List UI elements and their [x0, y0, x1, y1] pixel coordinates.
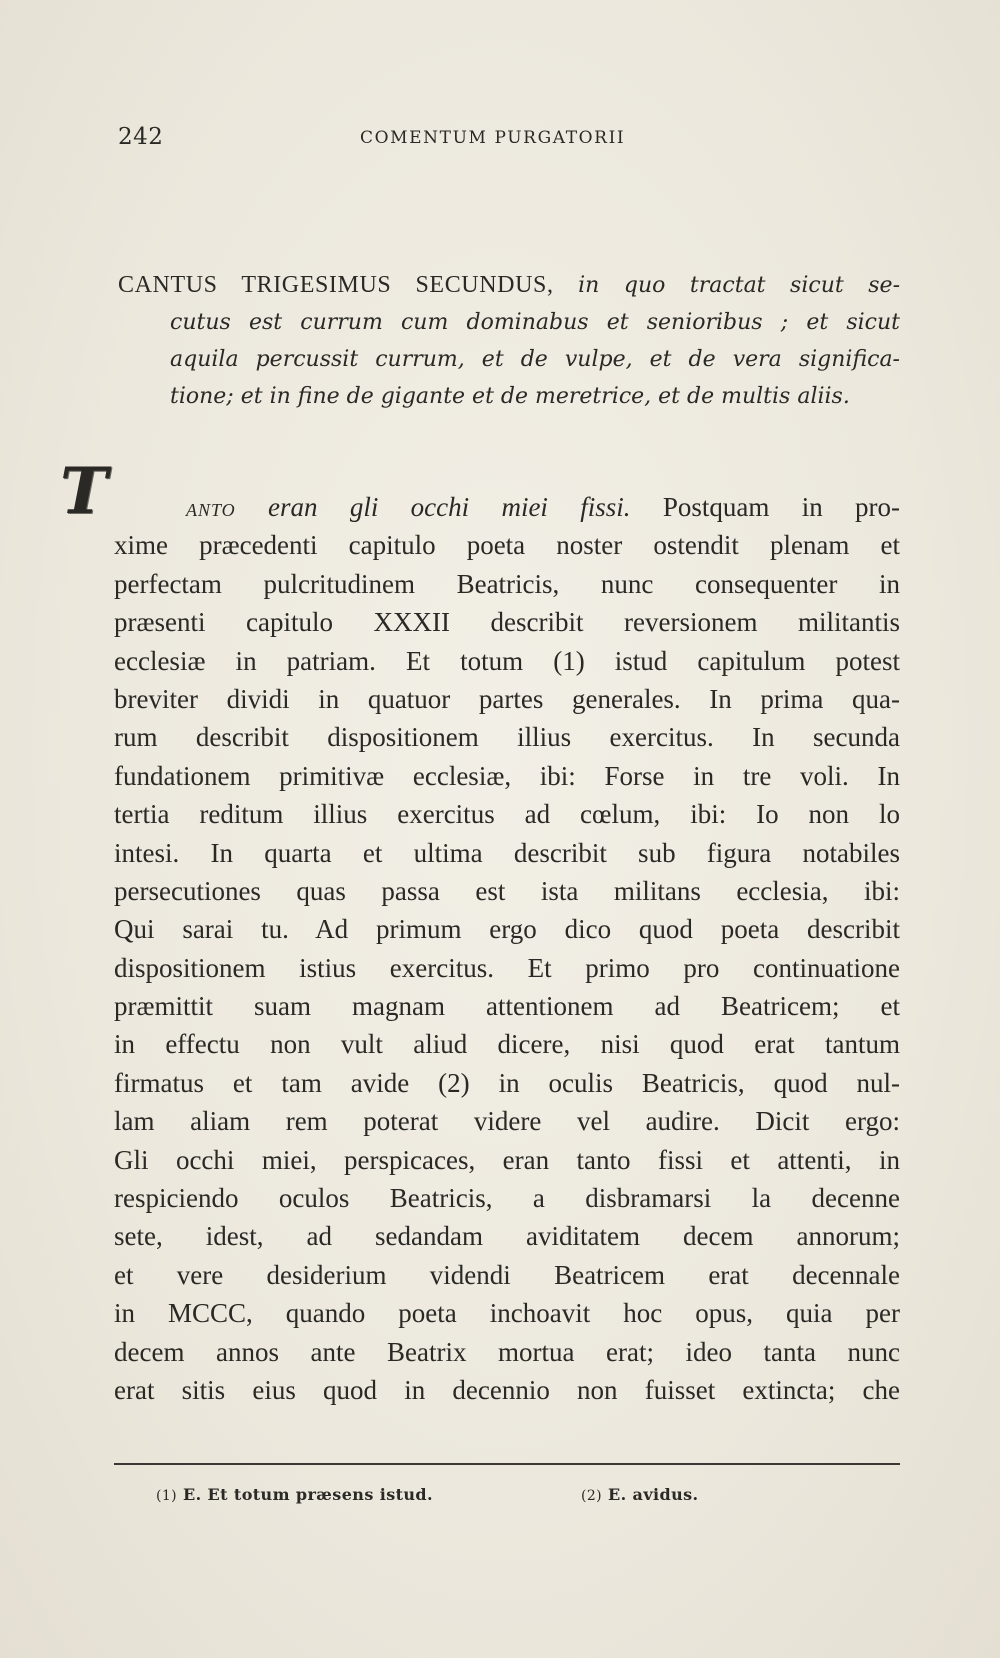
text-line: in effectu non vult aliud dicere, nisi quod erat tantum: [114, 1029, 900, 1060]
running-title: COMENTUM PURGATORII: [360, 128, 626, 148]
text-line: perfectam pulcritudinem Beatricis, nunc consequenter in: [114, 568, 900, 599]
summary-line: [118, 267, 900, 304]
text-line: fundationem primitivæ ecclesiæ, ibi: Forse in tre voli. In: [114, 760, 900, 791]
incipit-quote: eran gli occhi miei fissi.: [268, 492, 631, 522]
summary-rubric: in quo tractat sicut se-: [578, 273, 901, 298]
text-line: erat sitis eius quod in decennio non fuisset extincta; che: [114, 1374, 900, 1405]
text-line: persecutiones quas passa est ista militans ecclesia, ibi:: [114, 875, 900, 906]
text-line: dispositionem istius exercitus. Et primo pro continuatione: [114, 952, 900, 983]
text-line: xime præcedenti capitulo poeta noster ostendit plenam et: [114, 530, 900, 561]
page-header: [118, 124, 898, 160]
footnote-rule: [114, 1463, 900, 1465]
summary-line: aquila percussit currum, et de vulpe, et de vera significa-: [170, 347, 900, 372]
text-line: firmatus et tam avide (2) in oculis Beatricis, quod nul-: [114, 1067, 900, 1098]
footnote-2: [581, 1485, 699, 1504]
text-line: et vere desiderium videndi Beatricem erat decennale: [114, 1259, 900, 1290]
text-line: respiciendo oculos Beatricis, a disbramarsi la decenne: [114, 1183, 900, 1214]
text-line: Gli occhi miei, perspicaces, eran tanto fissi et attenti, in: [114, 1144, 900, 1175]
canto-heading: CANTUS TRIGESIMUS SECUNDUS,: [118, 272, 554, 298]
commentary-text: [114, 488, 900, 1409]
footnote-mark: (2): [581, 1488, 603, 1504]
incipit-smallcaps: ANTO: [186, 500, 236, 520]
text-line: rum describit dispositionem illius exercitus. In secunda: [114, 722, 900, 753]
text-line: breviter dividi in quatuor partes generales. In prima qua-: [114, 683, 900, 714]
incipit-roman: Postquam in pro-: [662, 492, 901, 522]
summary-line: tione; et in fine de gigante et de meretrice, et de multis aliis.: [170, 384, 850, 409]
text-line: Qui sarai tu. Ad primum ergo dico quod poeta describit: [114, 914, 900, 945]
footnote-1: [156, 1485, 433, 1504]
drop-capital: T: [60, 454, 108, 529]
canto-summary: [118, 267, 900, 415]
footnote-text: E. Et totum præsens istud.: [183, 1485, 433, 1504]
summary-line: cutus est currum cum dominabus et senioribus ; et sicut: [170, 310, 900, 335]
text-line: tertia reditum illius exercitus ad cœlum, ibi: Io non lo: [114, 799, 900, 830]
text-line: decem annos ante Beatrix mortua erat; ideo tanta nunc: [114, 1336, 900, 1367]
text-line: præmittit suam magnam attentionem ad Beatricem; et: [114, 991, 900, 1022]
page-number: 242: [118, 124, 164, 150]
text-line: sete, idest, ad sedandam aviditatem decem annorum;: [114, 1221, 900, 1252]
footnote-text: E. avidus.: [608, 1485, 699, 1504]
text-line: in MCCC, quando poeta inchoavit hoc opus, quia per: [114, 1298, 900, 1329]
text-line: intesi. In quarta et ultima describit sub figura notabiles: [114, 837, 900, 868]
text-line: [114, 488, 900, 526]
text-line: lam aliam rem poterat videre vel audire. Dicit ergo:: [114, 1106, 900, 1137]
footnote-mark: (1): [156, 1488, 178, 1504]
text-line: ecclesiæ in patriam. Et totum (1) istud capitulum potest: [114, 645, 900, 676]
text-line: præsenti capitulo XXXII describit reversionem militantis: [114, 607, 900, 638]
